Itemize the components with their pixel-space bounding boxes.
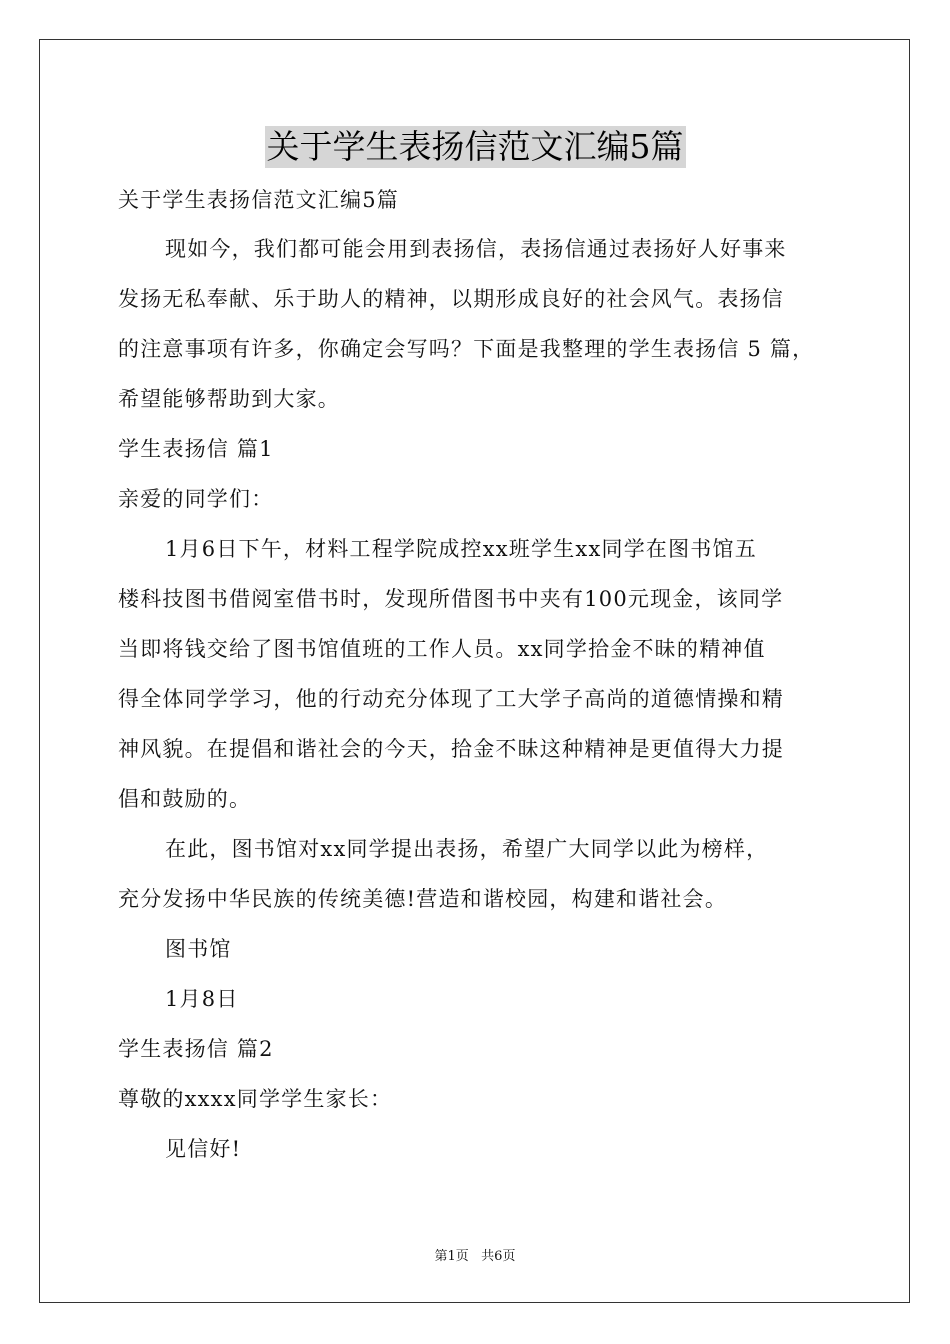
paragraph-line: 得全体同学学习，他的行动充分体现了工大学子高尚的道德情操和精	[118, 687, 784, 711]
paragraph-line: 充分发扬中华民族的传统美德!营造和谐校园，构建和谐社会。	[118, 887, 728, 911]
paragraph-line: 在此，图书馆对xx同学提出表扬，希望广大同学以此为榜样，	[165, 837, 769, 861]
paragraph-line: 倡和鼓励的。	[118, 787, 252, 811]
title-container	[0, 126, 950, 168]
paragraph-line: 1月6日下午，材料工程学院成控xx班学生xx同学在图书馆五	[165, 537, 757, 561]
date: 1月8日	[165, 987, 239, 1011]
paragraph-line: 现如今，我们都可能会用到表扬信，表扬信通过表扬好人好事来	[165, 237, 787, 261]
paragraph-line: 楼科技图书借阅室借书时，发现所借图书中夹有100元现金，该同学	[118, 587, 784, 611]
page-footer: 第1页 共6页	[434, 1249, 516, 1264]
paragraph-line: 发扬无私奉献、乐于助人的精神，以期形成良好的社会风气。表扬信	[118, 287, 784, 311]
section-heading: 学生表扬信 篇2	[118, 1037, 274, 1061]
paragraph-line: 希望能够帮助到大家。	[118, 387, 340, 411]
section-heading: 学生表扬信 篇1	[118, 437, 274, 461]
paragraph-line: 神风貌。在提倡和谐社会的今天，拾金不昧这种精神是更值得大力提	[118, 737, 784, 761]
signature: 图书馆	[165, 937, 232, 961]
document-title: 关于学生表扬信范文汇编5篇	[266, 127, 684, 166]
paragraph-line: 当即将钱交给了图书馆值班的工作人员。xx同学拾金不昧的精神值	[118, 637, 766, 661]
salutation: 亲爱的同学们：	[118, 487, 274, 511]
greeting: 见信好!	[165, 1137, 242, 1161]
subtitle-line: 关于学生表扬信范文汇编5篇	[118, 188, 399, 212]
paragraph-line: 的注意事项有许多，你确定会写吗？下面是我整理的学生表扬信 5 篇，	[118, 337, 815, 361]
salutation: 尊敬的xxxx同学学生家长：	[118, 1087, 393, 1111]
